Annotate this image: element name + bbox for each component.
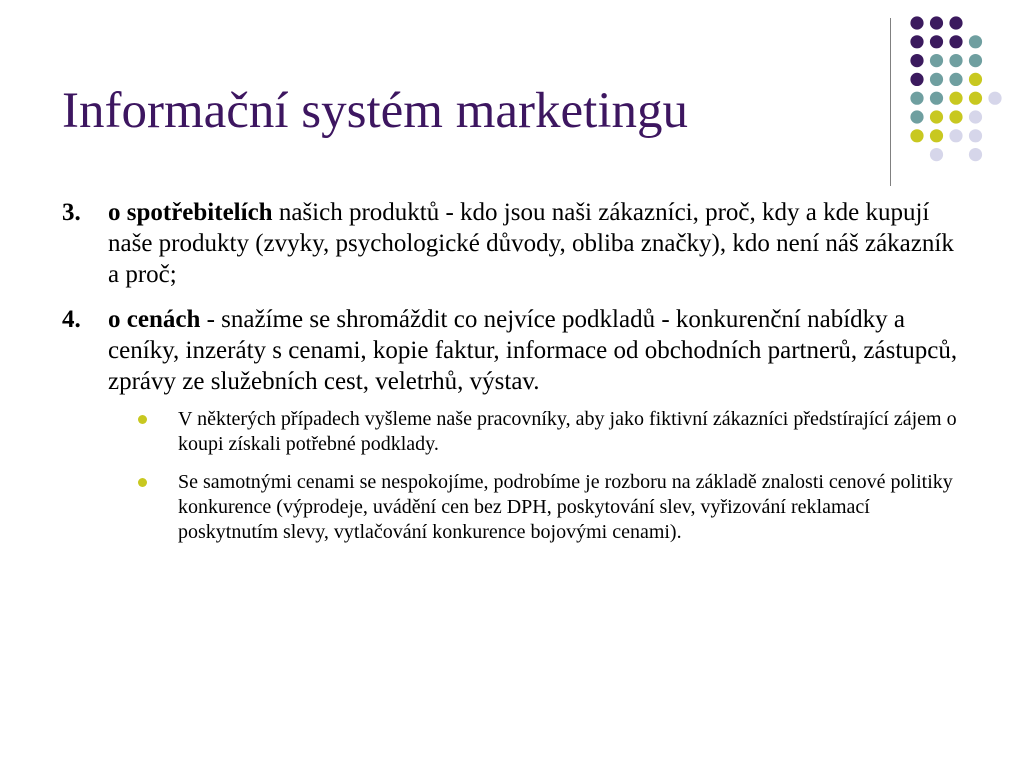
- decorative-dot-grid: [0, 0, 1024, 200]
- sub-bullet-text: V některých případech vyšleme naše pracovníky, aby jako fiktivní zákazníci předstírající zájem o koupi získali potřebné podklady.: [178, 408, 957, 455]
- numbered-item-3: [62, 197, 962, 290]
- decorative-dot: [910, 110, 923, 123]
- decorative-dot: [969, 148, 982, 161]
- sub-bullet-item: [62, 470, 962, 545]
- decorative-dot: [930, 110, 943, 123]
- bullet-dot-icon: [138, 415, 147, 424]
- decorative-dot: [969, 92, 982, 105]
- decorative-dot: [969, 129, 982, 142]
- decorative-dot: [930, 148, 943, 161]
- decorative-dot: [930, 16, 943, 29]
- decorative-vertical-divider: [890, 18, 891, 186]
- decorative-dot: [969, 35, 982, 48]
- item-heading: o spotřebitelích: [108, 199, 273, 226]
- item-text: našich produktů - kdo jsou naši zákazníci, proč, kdy a kde kupují naše produkty (zvyky, psychologické důvody, obliba značky), kdo není náš zákazník a proč;: [108, 199, 954, 288]
- decorative-dot: [988, 92, 1001, 105]
- item-text: - snažíme se shromáždit co nejvíce podkladů - konkurenční nabídky a ceníky, inzeráty s cenami, kopie faktur, informace od obchodních partnerů, zástupců, zprávy ze služebních cest, veletrhů, výstav.: [108, 306, 958, 395]
- sub-bullet-list: [62, 407, 962, 545]
- decorative-dot: [949, 35, 962, 48]
- decorative-dot: [949, 110, 962, 123]
- decorative-dot: [930, 129, 943, 142]
- decorative-dot: [910, 129, 923, 142]
- slide-body: [62, 197, 962, 545]
- decorative-dot: [930, 35, 943, 48]
- decorative-dot: [969, 54, 982, 67]
- decorative-dot: [949, 16, 962, 29]
- bullet-dot-icon: [138, 478, 147, 487]
- decorative-dot: [949, 73, 962, 86]
- numbered-item-4: [62, 304, 962, 397]
- decorative-dot: [910, 92, 923, 105]
- decorative-dot: [949, 129, 962, 142]
- sub-bullet-text: Se samotnými cenami se nespokojíme, podrobíme je rozboru na základě znalosti cenové politiky konkurence (výprodeje, uvádění cen bez DPH, poskytování slev, vyřizování reklamací poskytnutím slevy, vytlačování konkurence bojovými cenami).: [178, 471, 953, 543]
- item-heading: o cenách: [108, 306, 201, 333]
- decorative-dot: [949, 92, 962, 105]
- decorative-dot: [910, 16, 923, 29]
- decorative-dot: [969, 110, 982, 123]
- decorative-dot: [969, 73, 982, 86]
- decorative-dot: [930, 92, 943, 105]
- item-number: 4.: [62, 306, 81, 333]
- decorative-dot: [949, 54, 962, 67]
- decorative-dot: [930, 73, 943, 86]
- item-number: 3.: [62, 199, 81, 226]
- slide-title: Informační systém marketingu: [62, 83, 688, 139]
- decorative-dot: [910, 54, 923, 67]
- decorative-dot: [930, 54, 943, 67]
- decorative-dot: [910, 35, 923, 48]
- decorative-dot: [910, 73, 923, 86]
- sub-bullet-item: [62, 407, 962, 457]
